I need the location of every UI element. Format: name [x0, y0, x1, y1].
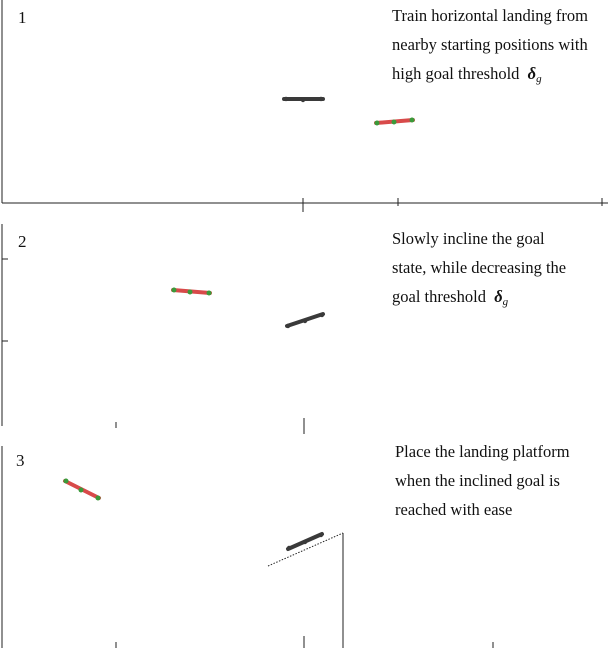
caption-line: reached with ease — [395, 500, 513, 519]
panel-2-agent-vehicle — [172, 288, 212, 296]
panel-3-caption — [395, 437, 570, 524]
goal-threshold-subscript: g — [502, 296, 509, 308]
panel-2-caption — [392, 224, 566, 317]
panel-1-agent-vehicle — [375, 118, 415, 126]
panel-3-number: 3 — [16, 451, 25, 470]
goal-threshold-subscript: g — [536, 73, 542, 85]
platform-incline — [268, 533, 343, 566]
panel-3-goal-vehicle — [287, 533, 323, 550]
caption-line: high goal threshold $\delta_g$ — [392, 64, 542, 85]
panel-3-agent-vehicle — [64, 479, 101, 501]
panel-1-caption — [392, 1, 588, 94]
panel-1-goal-vehicle — [284, 97, 323, 102]
panel-1-number: 1 — [18, 8, 27, 27]
goal-threshold-symbol: δ — [527, 64, 537, 83]
panel-2-axes — [2, 224, 304, 434]
caption-line: when the inclined goal is — [395, 471, 560, 490]
caption-line: state, while decreasing the — [392, 258, 567, 277]
caption-line: nearby starting positions with — [392, 35, 588, 54]
panel-2-goal-vehicle — [286, 313, 324, 328]
caption-line: goal threshold $\delta_g$ — [392, 287, 509, 308]
panel-2-number: 2 — [18, 232, 27, 251]
panel-3-landing-platform — [268, 533, 343, 648]
caption-line: Place the landing platform — [395, 442, 570, 461]
goal-threshold-symbol: δ — [494, 287, 503, 306]
caption-line: Train horizontal landing from — [392, 6, 588, 25]
caption-line: Slowly incline the goal — [392, 229, 545, 248]
